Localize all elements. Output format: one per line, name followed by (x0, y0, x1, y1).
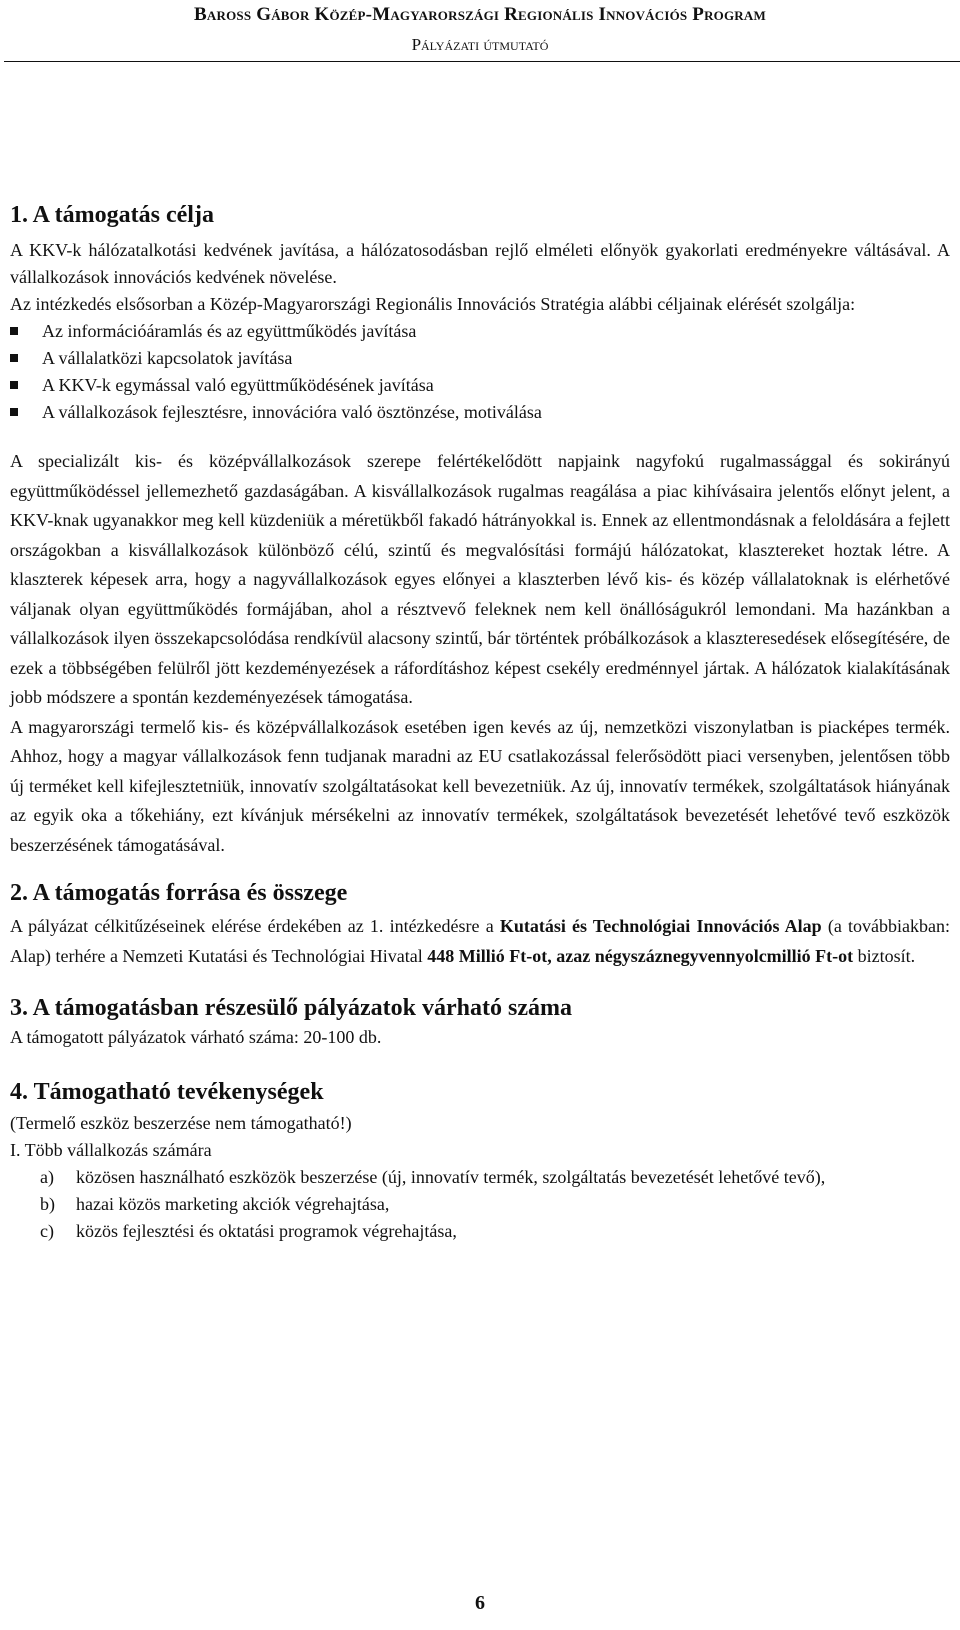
activity-text: közösen használható eszközök beszerzése (új, innovatív termék, szolgáltatás bevezetését lehetővé tevő), (76, 1167, 826, 1187)
bullet-item (10, 399, 950, 426)
activity-item (10, 1218, 950, 1245)
activity-text: hazai közös marketing akciók végrehajtása, (76, 1194, 390, 1214)
section-2-text-c: (a továbbiakban: Alap) terhére a Nemzeti Kutatási és Technológiai Hivatal (10, 916, 950, 966)
square-bullet-icon (10, 327, 18, 335)
section-1-paragraph-1: A KKV-k hálózatalkotási kedvének javítása, a hálózatosodásban rejlő elméleti előnyök gyakorlati eredményekre váltásával. A vállalkozások innovációs kedvének növelése. (10, 240, 950, 287)
fund-name: Kutatási és Technológiai Innovációs Alap (499, 916, 822, 936)
funding-amount: 448 Millió Ft-ot, azaz négyszáznegyvennyolcmillió Ft-ot (427, 945, 854, 966)
section-4-heading: 4. Támogatható tevékenységek (10, 1079, 324, 1105)
section-3-heading: 3. A támogatásban részesülő pályázatok várható száma (10, 995, 572, 1021)
header-rule (4, 61, 960, 62)
square-bullet-icon (10, 381, 18, 389)
section-2-text-e: biztosít. (853, 945, 916, 966)
section-1-paragraph-4: A magyarországi termelő kis- és középvállalkozások esetében igen kevés az új, nemzetközi viszonylatban is piacképes termék. Ahhoz, hogy a magyar vállalkozások fenn tudjanak maradni az EU csatlakozással felerősödött piaci versenyben, jelentősen több új terméket kell kifejlesztetniük, innovatív szolgáltatásokat kell bevezetniük. Az új, innovatív termékek, szolgáltatások hiányának az egyik oka a tőkehiány, ezt kívánjuk mérsékelni az innovatív termékek, szolgáltatások bevezetését lehetővé tevő eszközök beszerzésének támogatásával. (10, 716, 950, 855)
square-bullet-icon (10, 354, 18, 362)
running-header-title: Baross Gábor Közép-Magyarországi Regionális Innovációs Program (194, 4, 766, 25)
bullet-item (10, 372, 950, 399)
list-marker: a) (40, 1167, 54, 1187)
bullet-text: Az információáramlás és az együttműködés javítása (42, 321, 417, 341)
activity-item (10, 1191, 950, 1218)
section-2-text-a: A pályázat célkitűzéseinek elérése érdekében az 1. intézkedésre a (10, 916, 500, 936)
bullet-item (10, 345, 950, 372)
bullet-text: A vállalkozások fejlesztésre, innovációra való ösztönzése, motiválása (42, 402, 542, 422)
section-1-paragraph-2: Az intézkedés elsősorban a Közép-Magyarországi Regionális Innovációs Stratégia alábbi céljainak elérését szolgálja: (10, 294, 856, 314)
bullet-item (10, 318, 950, 345)
section-1-heading: 1. A támogatás célja (10, 202, 214, 228)
section-2-paragraph (10, 912, 950, 971)
list-marker: c) (40, 1221, 54, 1241)
page-number: 6 (475, 1592, 485, 1614)
bullet-text: A KKV-k egymással való együttműködésének javítása (42, 375, 434, 395)
square-bullet-icon (10, 408, 18, 416)
running-header-subtitle: Pályázati útmutató (411, 35, 549, 54)
section-2-heading: 2. A támogatás forrása és összege (10, 880, 348, 906)
section-4-group-label: I. Több vállalkozás számára (10, 1140, 212, 1160)
document-body (10, 200, 950, 1245)
activity-text: közös fejlesztési és oktatási programok végrehajtása, (76, 1221, 457, 1241)
section-4-note: (Termelő eszköz beszerzése nem támogatható!) (10, 1113, 352, 1133)
activity-list (10, 1164, 950, 1245)
section-3-paragraph: A támogatott pályázatok várható száma: 20-100 db. (10, 1027, 382, 1047)
bullet-text: A vállalatközi kapcsolatok javítása (42, 348, 293, 368)
list-marker: b) (40, 1194, 55, 1214)
activity-item (10, 1164, 950, 1191)
section-1-paragraph-3: A specializált kis- és középvállalkozások szerepe felértékelődött napjaink nagyfokú rugalmassággal és sokirányú együttműködéssel jellemezhető gazdaságában. A kisvállalkozások rugalmas reagálása a piac kihívásaira jelentős előnyt jelent, a KKV-knak ugyanakkor meg kell küzdeniük a méretükből fakadó hátrányokkal is. Ennek az ellentmondásnak a feloldására a fejlett országokban a kisvállalkozások különböző célú, szintű és megvalósítási formájú hálózatokat, klasztereket hoztak létre. A klaszterek képesek arra, hogy a nagyvállalkozások egyes előnyei a klaszterben lévő kis- és közép vállalatoknak is elérhetővé váljanak olyan együttműködés formájában, ahol a résztvevő feleknek nem kell önállóságukról lemondani. Ma hazánkban a vállalkozások ilyen összekapcsolódása rendkívül alacsony szintű, bár történtek próbálkozások a klaszteresedések elősegítésére, de ezek a többségében felülről jött kezdeményezések a ráfordításhoz képest csekély eredménnyel jártak. A hálózatok kialakításának jobb módszere a spontán kezdeményezések támogatása. (10, 451, 950, 707)
goal-bullet-list (10, 318, 950, 426)
